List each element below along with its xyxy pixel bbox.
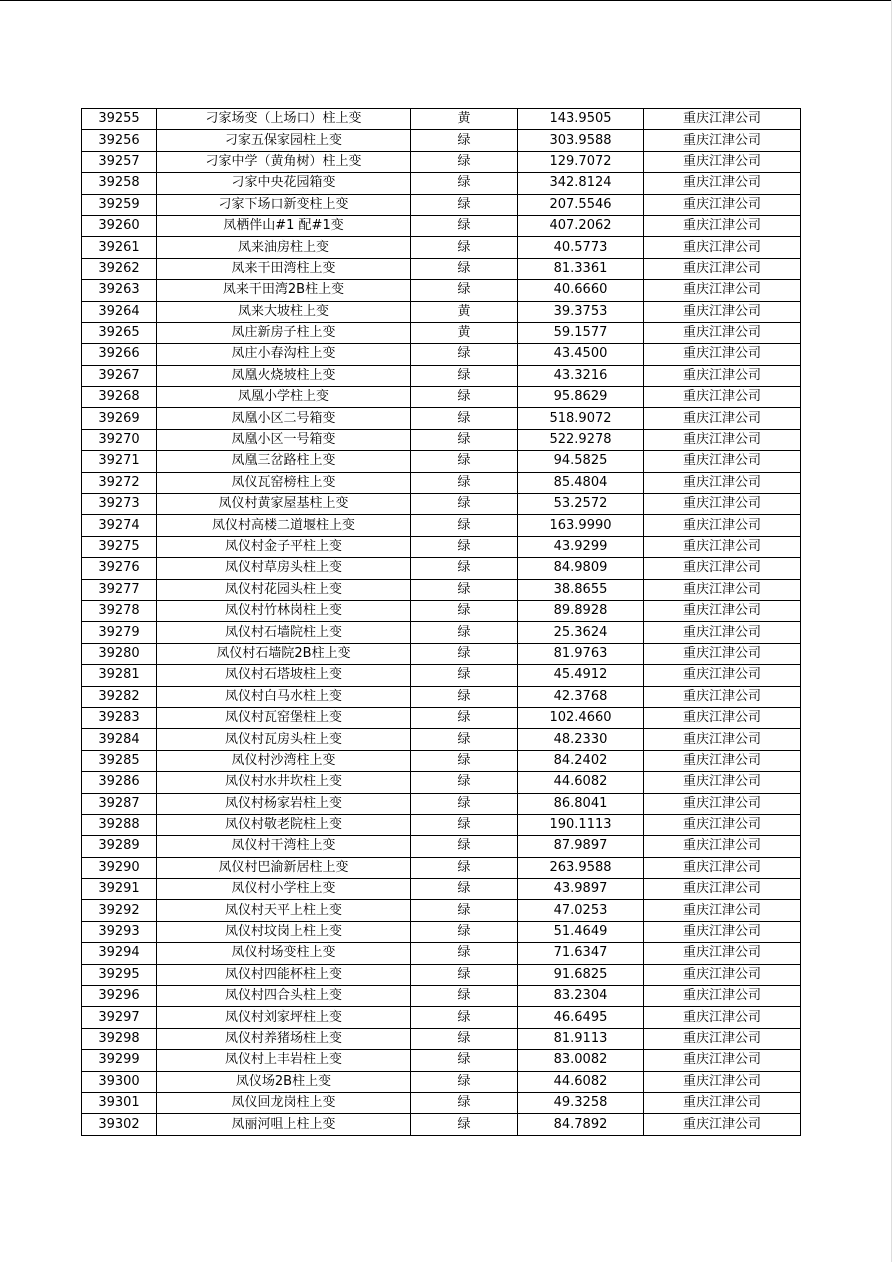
company-cell: 重庆江津公司 — [644, 1050, 801, 1071]
table-row — [82, 750, 801, 771]
company-cell: 重庆江津公司 — [644, 622, 801, 643]
table-row — [82, 665, 801, 686]
status-color-cell: 绿 — [411, 579, 518, 600]
company-cell: 重庆江津公司 — [644, 472, 801, 493]
capacity-cell: 38.8655 — [518, 579, 644, 600]
status-color-cell: 绿 — [411, 1007, 518, 1028]
status-color-cell: 绿 — [411, 1050, 518, 1071]
row-id-cell: 39302 — [82, 1114, 157, 1135]
station-name-cell: 凤仪村竹林岗柱上变 — [157, 600, 411, 621]
status-color-cell: 绿 — [411, 494, 518, 515]
station-name-cell: 凤仪场2B柱上变 — [157, 1071, 411, 1092]
company-cell: 重庆江津公司 — [644, 665, 801, 686]
company-cell: 重庆江津公司 — [644, 451, 801, 472]
table-row — [82, 387, 801, 408]
status-color-cell: 绿 — [411, 793, 518, 814]
company-cell: 重庆江津公司 — [644, 729, 801, 750]
table-row — [82, 643, 801, 664]
company-cell: 重庆江津公司 — [644, 258, 801, 279]
company-cell: 重庆江津公司 — [644, 900, 801, 921]
table-row — [82, 494, 801, 515]
table-row — [82, 194, 801, 215]
status-color-cell: 绿 — [411, 772, 518, 793]
capacity-cell: 263.9588 — [518, 857, 644, 878]
row-id-cell: 39299 — [82, 1050, 157, 1071]
row-id-cell: 39276 — [82, 558, 157, 579]
capacity-cell: 81.9763 — [518, 643, 644, 664]
status-color-cell: 绿 — [411, 1114, 518, 1135]
row-id-cell: 39264 — [82, 301, 157, 322]
capacity-cell: 44.6082 — [518, 1071, 644, 1092]
table-row — [82, 772, 801, 793]
station-name-cell: 凤仪村石塔坡柱上变 — [157, 665, 411, 686]
company-cell: 重庆江津公司 — [644, 1028, 801, 1049]
company-cell: 重庆江津公司 — [644, 387, 801, 408]
capacity-cell: 25.3624 — [518, 622, 644, 643]
capacity-cell: 303.9588 — [518, 130, 644, 151]
company-cell: 重庆江津公司 — [644, 215, 801, 236]
capacity-cell: 190.1113 — [518, 814, 644, 835]
row-id-cell: 39288 — [82, 814, 157, 835]
station-name-cell: 凤仪村小学柱上变 — [157, 879, 411, 900]
row-id-cell: 39281 — [82, 665, 157, 686]
station-name-cell: 凤仪村黄家屋基柱上变 — [157, 494, 411, 515]
status-color-cell: 绿 — [411, 237, 518, 258]
status-color-cell: 绿 — [411, 258, 518, 279]
capacity-cell: 40.5773 — [518, 237, 644, 258]
company-cell: 重庆江津公司 — [644, 429, 801, 450]
row-id-cell: 39279 — [82, 622, 157, 643]
status-color-cell: 绿 — [411, 921, 518, 942]
table-row — [82, 729, 801, 750]
table-row — [82, 536, 801, 557]
station-name-cell: 凤仪村四合头柱上变 — [157, 986, 411, 1007]
company-cell: 重庆江津公司 — [644, 793, 801, 814]
company-cell: 重庆江津公司 — [644, 344, 801, 365]
table-row — [82, 986, 801, 1007]
row-id-cell: 39284 — [82, 729, 157, 750]
row-id-cell: 39295 — [82, 964, 157, 985]
company-cell: 重庆江津公司 — [644, 579, 801, 600]
table-row — [82, 130, 801, 151]
company-cell: 重庆江津公司 — [644, 836, 801, 857]
status-color-cell: 绿 — [411, 558, 518, 579]
company-cell: 重庆江津公司 — [644, 173, 801, 194]
table-row — [82, 921, 801, 942]
table-row — [82, 964, 801, 985]
row-id-cell: 39292 — [82, 900, 157, 921]
company-cell: 重庆江津公司 — [644, 365, 801, 386]
station-name-cell: 凤仪村干湾柱上变 — [157, 836, 411, 857]
row-id-cell: 39262 — [82, 258, 157, 279]
table-row — [82, 109, 801, 130]
capacity-cell: 85.4804 — [518, 472, 644, 493]
company-cell: 重庆江津公司 — [644, 707, 801, 728]
table-row — [82, 258, 801, 279]
status-color-cell: 绿 — [411, 729, 518, 750]
table-row — [82, 707, 801, 728]
table-row — [82, 173, 801, 194]
status-color-cell: 绿 — [411, 429, 518, 450]
station-name-cell: 凤仪村敬老院柱上变 — [157, 814, 411, 835]
station-name-cell: 凤凰小区二号箱变 — [157, 408, 411, 429]
station-name-cell: 凤仪村四能杯柱上变 — [157, 964, 411, 985]
station-name-cell: 凤仪回龙岗柱上变 — [157, 1092, 411, 1113]
status-color-cell: 绿 — [411, 1092, 518, 1113]
capacity-cell: 43.9897 — [518, 879, 644, 900]
table-row — [82, 215, 801, 236]
status-color-cell: 绿 — [411, 194, 518, 215]
status-color-cell: 绿 — [411, 280, 518, 301]
status-color-cell: 黄 — [411, 322, 518, 343]
row-id-cell: 39285 — [82, 750, 157, 771]
row-id-cell: 39291 — [82, 879, 157, 900]
row-id-cell: 39263 — [82, 280, 157, 301]
row-id-cell: 39297 — [82, 1007, 157, 1028]
table-row — [82, 579, 801, 600]
table-row — [82, 1028, 801, 1049]
capacity-cell: 143.9505 — [518, 109, 644, 130]
status-color-cell: 黄 — [411, 301, 518, 322]
status-color-cell: 绿 — [411, 387, 518, 408]
company-cell: 重庆江津公司 — [644, 280, 801, 301]
station-name-cell: 凤仪村石墙院2B柱上变 — [157, 643, 411, 664]
company-cell: 重庆江津公司 — [644, 600, 801, 621]
capacity-cell: 84.7892 — [518, 1114, 644, 1135]
capacity-cell: 81.9113 — [518, 1028, 644, 1049]
company-cell: 重庆江津公司 — [644, 237, 801, 258]
capacity-cell: 49.3258 — [518, 1092, 644, 1113]
company-cell: 重庆江津公司 — [644, 494, 801, 515]
status-color-cell: 绿 — [411, 1028, 518, 1049]
capacity-cell: 59.1577 — [518, 322, 644, 343]
station-name-cell: 凤仪村刘家坪柱上变 — [157, 1007, 411, 1028]
status-color-cell: 绿 — [411, 814, 518, 835]
status-color-cell: 绿 — [411, 964, 518, 985]
table-row — [82, 365, 801, 386]
status-color-cell: 绿 — [411, 622, 518, 643]
status-color-cell: 绿 — [411, 943, 518, 964]
company-cell: 重庆江津公司 — [644, 1092, 801, 1113]
station-name-cell: 凤仪村金子平柱上变 — [157, 536, 411, 557]
table-row — [82, 515, 801, 536]
status-color-cell: 绿 — [411, 130, 518, 151]
station-name-cell: 凤仪瓦窑榜柱上变 — [157, 472, 411, 493]
capacity-cell: 43.4500 — [518, 344, 644, 365]
company-cell: 重庆江津公司 — [644, 408, 801, 429]
station-name-cell: 凤庄小春沟柱上变 — [157, 344, 411, 365]
capacity-cell: 89.8928 — [518, 600, 644, 621]
status-color-cell: 绿 — [411, 472, 518, 493]
station-name-cell: 凤仪村上丰岩柱上变 — [157, 1050, 411, 1071]
capacity-cell: 86.8041 — [518, 793, 644, 814]
capacity-cell: 518.9072 — [518, 408, 644, 429]
station-name-cell: 凤仪村石墙院柱上变 — [157, 622, 411, 643]
status-color-cell: 绿 — [411, 707, 518, 728]
capacity-cell: 39.3753 — [518, 301, 644, 322]
table-row — [82, 1050, 801, 1071]
company-cell: 重庆江津公司 — [644, 130, 801, 151]
capacity-cell: 53.2572 — [518, 494, 644, 515]
table-row — [82, 558, 801, 579]
table-row — [82, 622, 801, 643]
company-cell: 重庆江津公司 — [644, 686, 801, 707]
station-name-cell: 凤仪村高楼二道堰柱上变 — [157, 515, 411, 536]
company-cell: 重庆江津公司 — [644, 814, 801, 835]
table-row — [82, 451, 801, 472]
status-color-cell: 绿 — [411, 857, 518, 878]
table-row — [82, 600, 801, 621]
capacity-cell: 46.6495 — [518, 1007, 644, 1028]
capacity-cell: 43.3216 — [518, 365, 644, 386]
row-id-cell: 39283 — [82, 707, 157, 728]
station-name-cell: 刁家下场口新变柱上变 — [157, 194, 411, 215]
status-color-cell: 绿 — [411, 151, 518, 172]
status-color-cell: 绿 — [411, 686, 518, 707]
row-id-cell: 39294 — [82, 943, 157, 964]
table-row — [82, 686, 801, 707]
status-color-cell: 绿 — [411, 900, 518, 921]
row-id-cell: 39293 — [82, 921, 157, 942]
row-id-cell: 39275 — [82, 536, 157, 557]
capacity-cell: 42.3768 — [518, 686, 644, 707]
capacity-cell: 81.3361 — [518, 258, 644, 279]
capacity-cell: 84.9809 — [518, 558, 644, 579]
station-name-cell: 凤丽河咀上柱上变 — [157, 1114, 411, 1135]
capacity-cell: 43.9299 — [518, 536, 644, 557]
row-id-cell: 39296 — [82, 986, 157, 1007]
status-color-cell: 绿 — [411, 600, 518, 621]
station-name-cell: 凤庄新房子柱上变 — [157, 322, 411, 343]
company-cell: 重庆江津公司 — [644, 1114, 801, 1135]
row-id-cell: 39257 — [82, 151, 157, 172]
table-row — [82, 1007, 801, 1028]
capacity-cell: 40.6660 — [518, 280, 644, 301]
station-name-cell: 凤仪村瓦房头柱上变 — [157, 729, 411, 750]
company-cell: 重庆江津公司 — [644, 194, 801, 215]
row-id-cell: 39274 — [82, 515, 157, 536]
capacity-cell: 95.8629 — [518, 387, 644, 408]
table-row — [82, 344, 801, 365]
table-row — [82, 879, 801, 900]
status-color-cell: 绿 — [411, 536, 518, 557]
station-name-cell: 刁家五保家园柱上变 — [157, 130, 411, 151]
company-cell: 重庆江津公司 — [644, 536, 801, 557]
capacity-cell: 71.6347 — [518, 943, 644, 964]
table-row — [82, 322, 801, 343]
status-color-cell: 绿 — [411, 408, 518, 429]
capacity-cell: 48.2330 — [518, 729, 644, 750]
status-color-cell: 绿 — [411, 986, 518, 1007]
capacity-cell: 84.2402 — [518, 750, 644, 771]
row-id-cell: 39266 — [82, 344, 157, 365]
company-cell: 重庆江津公司 — [644, 643, 801, 664]
table-row — [82, 900, 801, 921]
station-name-cell: 凤仪村花园头柱上变 — [157, 579, 411, 600]
row-id-cell: 39300 — [82, 1071, 157, 1092]
row-id-cell: 39258 — [82, 173, 157, 194]
company-cell: 重庆江津公司 — [644, 301, 801, 322]
station-name-cell: 刁家中央花园箱变 — [157, 173, 411, 194]
table-row — [82, 793, 801, 814]
row-id-cell: 39273 — [82, 494, 157, 515]
station-name-cell: 凤仪村草房头柱上变 — [157, 558, 411, 579]
capacity-cell: 87.9897 — [518, 836, 644, 857]
status-color-cell: 绿 — [411, 215, 518, 236]
row-id-cell: 39261 — [82, 237, 157, 258]
row-id-cell: 39286 — [82, 772, 157, 793]
station-name-cell: 凤栖伴山#1 配#1变 — [157, 215, 411, 236]
capacity-cell: 102.4660 — [518, 707, 644, 728]
row-id-cell: 39287 — [82, 793, 157, 814]
status-color-cell: 绿 — [411, 643, 518, 664]
station-name-cell: 凤仪村场变柱上变 — [157, 943, 411, 964]
station-name-cell: 凤仪村瓦窑堡柱上变 — [157, 707, 411, 728]
row-id-cell: 39278 — [82, 600, 157, 621]
row-id-cell: 39268 — [82, 387, 157, 408]
row-id-cell: 39256 — [82, 130, 157, 151]
status-color-cell: 绿 — [411, 665, 518, 686]
station-name-cell: 刁家中学（黄角树）柱上变 — [157, 151, 411, 172]
row-id-cell: 39301 — [82, 1092, 157, 1113]
table-row — [82, 857, 801, 878]
capacity-cell: 91.6825 — [518, 964, 644, 985]
station-name-cell: 凤凰小学柱上变 — [157, 387, 411, 408]
table-row — [82, 237, 801, 258]
company-cell: 重庆江津公司 — [644, 857, 801, 878]
company-cell: 重庆江津公司 — [644, 1007, 801, 1028]
station-name-cell: 凤仪村白马水柱上变 — [157, 686, 411, 707]
capacity-cell: 83.0082 — [518, 1050, 644, 1071]
capacity-cell: 45.4912 — [518, 665, 644, 686]
station-name-cell: 凤凰火烧坡柱上变 — [157, 365, 411, 386]
row-id-cell: 39269 — [82, 408, 157, 429]
company-cell: 重庆江津公司 — [644, 1071, 801, 1092]
table-row — [82, 1114, 801, 1135]
table-row — [82, 472, 801, 493]
row-id-cell: 39272 — [82, 472, 157, 493]
station-name-cell: 凤凰小区一号箱变 — [157, 429, 411, 450]
station-name-cell: 凤仪村杨家岩柱上变 — [157, 793, 411, 814]
row-id-cell: 39282 — [82, 686, 157, 707]
table-row — [82, 408, 801, 429]
station-name-cell: 凤仪村坟岗上柱上变 — [157, 921, 411, 942]
table-body — [82, 109, 801, 1136]
capacity-cell: 94.5825 — [518, 451, 644, 472]
status-color-cell: 绿 — [411, 515, 518, 536]
status-color-cell: 绿 — [411, 1071, 518, 1092]
station-name-cell: 凤来干田湾柱上变 — [157, 258, 411, 279]
row-id-cell: 39255 — [82, 109, 157, 130]
status-color-cell: 绿 — [411, 344, 518, 365]
station-name-cell: 凤来油房柱上变 — [157, 237, 411, 258]
row-id-cell: 39270 — [82, 429, 157, 450]
table-row — [82, 836, 801, 857]
company-cell: 重庆江津公司 — [644, 750, 801, 771]
company-cell: 重庆江津公司 — [644, 515, 801, 536]
row-id-cell: 39290 — [82, 857, 157, 878]
company-cell: 重庆江津公司 — [644, 986, 801, 1007]
table-row — [82, 429, 801, 450]
capacity-cell: 44.6082 — [518, 772, 644, 793]
station-name-cell: 凤来大坡柱上变 — [157, 301, 411, 322]
company-cell: 重庆江津公司 — [644, 921, 801, 942]
row-id-cell: 39298 — [82, 1028, 157, 1049]
capacity-cell: 207.5546 — [518, 194, 644, 215]
table-row — [82, 151, 801, 172]
row-id-cell: 39260 — [82, 215, 157, 236]
status-color-cell: 绿 — [411, 173, 518, 194]
station-name-cell: 凤仪村天平上柱上变 — [157, 900, 411, 921]
capacity-cell: 163.9990 — [518, 515, 644, 536]
company-cell: 重庆江津公司 — [644, 879, 801, 900]
capacity-cell: 51.4649 — [518, 921, 644, 942]
capacity-cell: 47.0253 — [518, 900, 644, 921]
row-id-cell: 39265 — [82, 322, 157, 343]
page-top-border — [0, 0, 892, 1]
status-color-cell: 绿 — [411, 451, 518, 472]
table-row — [82, 814, 801, 835]
row-id-cell: 39277 — [82, 579, 157, 600]
status-color-cell: 绿 — [411, 879, 518, 900]
company-cell: 重庆江津公司 — [644, 558, 801, 579]
station-name-cell: 凤仪村水井坎柱上变 — [157, 772, 411, 793]
station-name-cell: 刁家场变（上场口）柱上变 — [157, 109, 411, 130]
status-color-cell: 黄 — [411, 109, 518, 130]
row-id-cell: 39271 — [82, 451, 157, 472]
status-color-cell: 绿 — [411, 836, 518, 857]
station-name-cell: 凤仪村养猪场柱上变 — [157, 1028, 411, 1049]
company-cell: 重庆江津公司 — [644, 964, 801, 985]
status-color-cell: 绿 — [411, 750, 518, 771]
company-cell: 重庆江津公司 — [644, 151, 801, 172]
table-row — [82, 1071, 801, 1092]
capacity-cell: 522.9278 — [518, 429, 644, 450]
table-row — [82, 280, 801, 301]
capacity-cell: 342.8124 — [518, 173, 644, 194]
transformer-table — [81, 108, 801, 1136]
row-id-cell: 39280 — [82, 643, 157, 664]
station-name-cell: 凤来干田湾2B柱上变 — [157, 280, 411, 301]
capacity-cell: 129.7072 — [518, 151, 644, 172]
capacity-cell: 407.2062 — [518, 215, 644, 236]
station-name-cell: 凤仪村巴渝新居柱上变 — [157, 857, 411, 878]
table-row — [82, 301, 801, 322]
station-name-cell: 凤凰三岔路柱上变 — [157, 451, 411, 472]
company-cell: 重庆江津公司 — [644, 943, 801, 964]
company-cell: 重庆江津公司 — [644, 109, 801, 130]
row-id-cell: 39267 — [82, 365, 157, 386]
company-cell: 重庆江津公司 — [644, 322, 801, 343]
table-row — [82, 943, 801, 964]
row-id-cell: 39289 — [82, 836, 157, 857]
capacity-cell: 83.2304 — [518, 986, 644, 1007]
status-color-cell: 绿 — [411, 365, 518, 386]
table-row — [82, 1092, 801, 1113]
station-name-cell: 凤仪村沙湾柱上变 — [157, 750, 411, 771]
row-id-cell: 39259 — [82, 194, 157, 215]
company-cell: 重庆江津公司 — [644, 772, 801, 793]
